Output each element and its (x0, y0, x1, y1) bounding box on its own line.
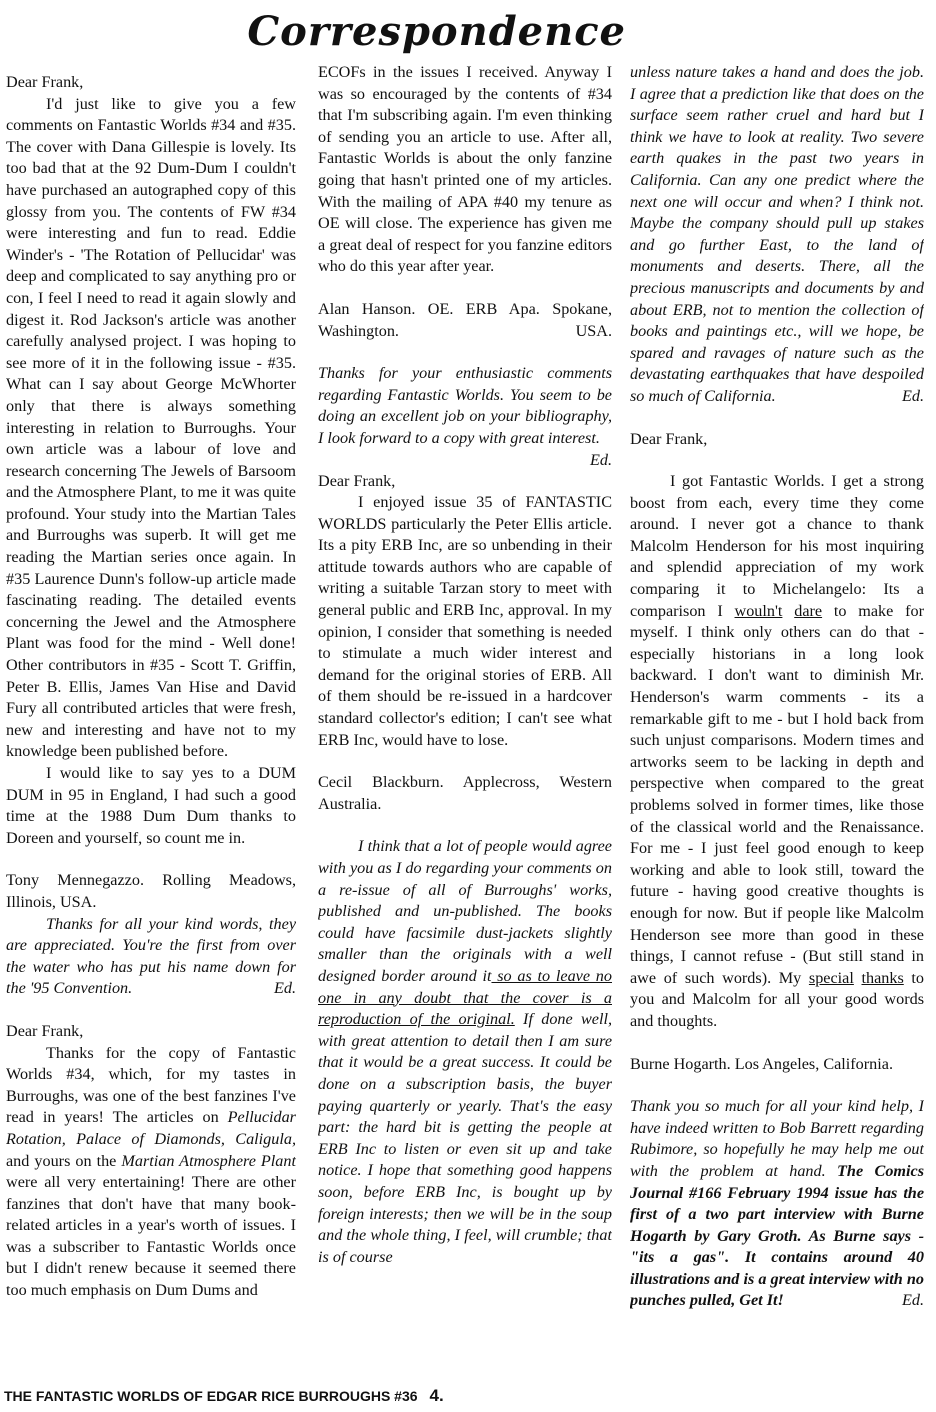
letter-1-editor-reply: Thanks for all your kind words, they are appreciated. You're the first from over the water who has put his name down for the '95 Convention. Ed. (6, 914, 296, 1000)
letter-4-signature: Burne Hogarth. Los Angeles, California. (630, 1054, 893, 1073)
letter-3-paragraph-1: I enjoyed issue 35 of FANTASTIC WORLDS particularly the Peter Ellis article. Its a pity ERB Inc, are so unbending in their attitude towards authors who are capable of writing a suitable Tarzan story to meet with general public and ERB Inc, approval. In my opinion, I consider that something is needed to stimulate a much wider interest and demand for the original stories of ERB. All of them should be re-issued in a hardcover standard collector's edition; I can't see what ERB Inc, would have to lose. (318, 493, 612, 749)
letter-4-editor-reply: Thank you so much for all your kind help, I have indeed written to Bob Barrett regarding Rubimore, so hopefully he may help me out with the problem at hand. The Comics Journal #166 February 1994 issue has the first of a two part interview with Burne Hogarth by Gary Groth. As Burne says - "its a gas". It contains around 40 illustrations and is a great interview with no punches pulled, Get It! Ed. (630, 1096, 924, 1312)
letter-4-salutation: Dear Frank, (630, 429, 708, 448)
page-footer (4, 1386, 704, 1406)
publication-name: THE FANTASTIC WORLDS OF EDGAR RICE BURROUGHS #36 (4, 1388, 418, 1404)
editor-tag: Ed. (901, 386, 924, 405)
letter-1-signature: Tony Mennegazzo. Rolling Meadows, Illinois, USA. (6, 871, 296, 911)
letter-4-paragraph-1: I got Fantastic Worlds. I get a strong boost from each, every time they come around. I never got a chance to thank Malcolm Henderson for his most inquiring and splendid appreciation of my work comparing it to Michelangelo: Its a comparison I wouln't dare to make for myself. I think only others can do that - especially historians in a long look backward. I don't want to diminish Mr. Henderson's warm comments - its a remarkable gift to me - but I hold back from such unjust comparisons. Modern times and artworks seem to be lacking in depth and perspective when compared to the great problems solved in former times, like those of the classical world and the Renaissance. For me - I just feel good enough to keep working and able to look still, toward the future - having good creative thoughts is enough for now. But if people like Malcolm Henderson see more than good in these things, I cannot refuse - (But still stand in awe of such words). My special thanks to you and Malcolm for all your good words and thoughts. (630, 472, 924, 1030)
letter-2-paragraph-1: Thanks for the copy of Fantastic Worlds #34, which, for my tastes in Burroughs, was one of the best fanzines I've read in years! The articles on Pellucidar Rotation, Palace of Diamonds, Caligula, and yours on the Martian Atmosphere Plant were all very entertaining! There are other fanzines that don't have that many book-related articles in a year's worth of issues. I was a subscriber to Fantastic Worlds once but I didn't renew because it seemed there too much emphasis on Dum Dums and (6, 1043, 296, 1300)
letter-2-editor-reply: Thanks for your enthusiastic comments regarding Fantastic Worlds. You seem to be doing an excellent job on your bibliography, I look forward to a copy with great interest. Ed. (318, 363, 612, 449)
letter-1-paragraph-1: I'd just like to give you a few comments on Fantastic Worlds #34 and #35. The cover with Dana Gillespie is lovely. Its too bad that at the 92 Dum-Dum I couldn't have purchased an autographed copy of this glossy from you. The contents of FW #34 were interesting and fun to read. Eddie Winder's - 'The Rotation of Pellucidar' was deep and complicated to say anything pro or con, I feel I need to read it again slowly and digest it. Rod Jackson's article was another carefully analysed project. I was hoping to see more of it in the following issue - #35. What can I say about George McWhorter only that there is always something interesting in relation to Burroughs. Your own article was a labour of love and research concerning The Jewels of Barsoom and the Atmosphere Plant, to me it was quite profound. Your study into the Martian Tales and Burroughs was superb. It will get me reading the Martian series once again. In #35 Laurence Dunn's follow-up article made fascinating reading. The detailed events concerning the Jewel and the Atmosphere Plant was food for the mind - Well done! Other contributors in #35 - Scott T. Griffin, Peter B. Ellis, James Van Hise and David Fury all contributed articles that were fresh, new and interesting and have not to my knowledge been published before. (6, 94, 296, 761)
letter-2-continuation: ECOFs in the issues I received. Anyway I was so encouraged by the contents of #34 that I'm subscribing again. I'm even thinking of sending you an article to use. After all, Fantastic Worlds is about the only fanzine going that hasn't printed one of my articles. With the mailing of APA #40 my tenure as OE will close. The experience has given me a great deal of respect for you fanzine editors who do this year after year. (318, 63, 612, 276)
letter-2-signature: Alan Hanson. OE. ERB Apa. Spokane, Washington. USA. (318, 299, 612, 340)
editor-tag: Ed. (589, 450, 612, 469)
letter-3-editor-reply-continuation: unless nature takes a hand and does the job. I agree that a prediction like that does on the surface seem rather cruel and hard but I think we have to look at reality. Two severe earth quakes in the past two years in California. Can any one predict where the next one will occur and when? I think not. Maybe the company should pull up stakes and go further East, to the land of monuments and deserts. There, all the precious manuscripts and documents by and about ERB, not to mention the collection of books and paintings etc., will we hope, be spared and ravages of nature such as the devastating earthquakes that have despoiled so much of California. Ed. (630, 62, 924, 408)
letter-3-salutation: Dear Frank, (318, 471, 396, 490)
page-title: Correspondence (247, 8, 626, 55)
column-2 (318, 62, 612, 1368)
letter-1-paragraph-2: I would like to say yes to a DUM DUM in 95 in England, I had such a good time at the 1988 Dum Dum thanks to Doreen and yourself, so count me in. (6, 764, 296, 847)
letter-2-salutation: Dear Frank, (6, 1021, 84, 1040)
article-title: Martian Atmosphere Plant (121, 1151, 296, 1170)
letter-3-editor-reply: I think that a lot of people would agree with you as I do regarding your comments on a re-issue of all of Burroughs' works, published and un-published. The books could have facsimile dust-jackets slightly smaller than the originals with a well designed border around it so as to leave no one in any doubt that the cover is a reproduction of the original. If done well, with great attention to detail then I am sure that it would be a great success. It could be done on a subscription basis, the buyer paying quarterly or yearly. That's the easy part: the hard bit is getting the people at ERB Inc to listen or even sit up and take notice. I hope that something good happens soon, before ERB Inc, is bought up by foreign interests; then we will be in the soup and the whole thing, I feel, will crumble; that is of course (318, 837, 612, 1266)
article-titles: Pellucidar Rotation, Palace of Diamonds, Caligula, (6, 1108, 296, 1148)
letter-3-signature: Cecil Blackburn. Applecross, Western Australia. (318, 773, 612, 813)
page-number: 4. (429, 1386, 444, 1405)
letter-1-salutation: Dear Frank, (6, 73, 84, 91)
column-3 (630, 62, 924, 1368)
editor-tag: Ed. (901, 1291, 924, 1310)
column-1 (6, 60, 296, 1368)
editor-tag: Ed. (273, 979, 296, 998)
